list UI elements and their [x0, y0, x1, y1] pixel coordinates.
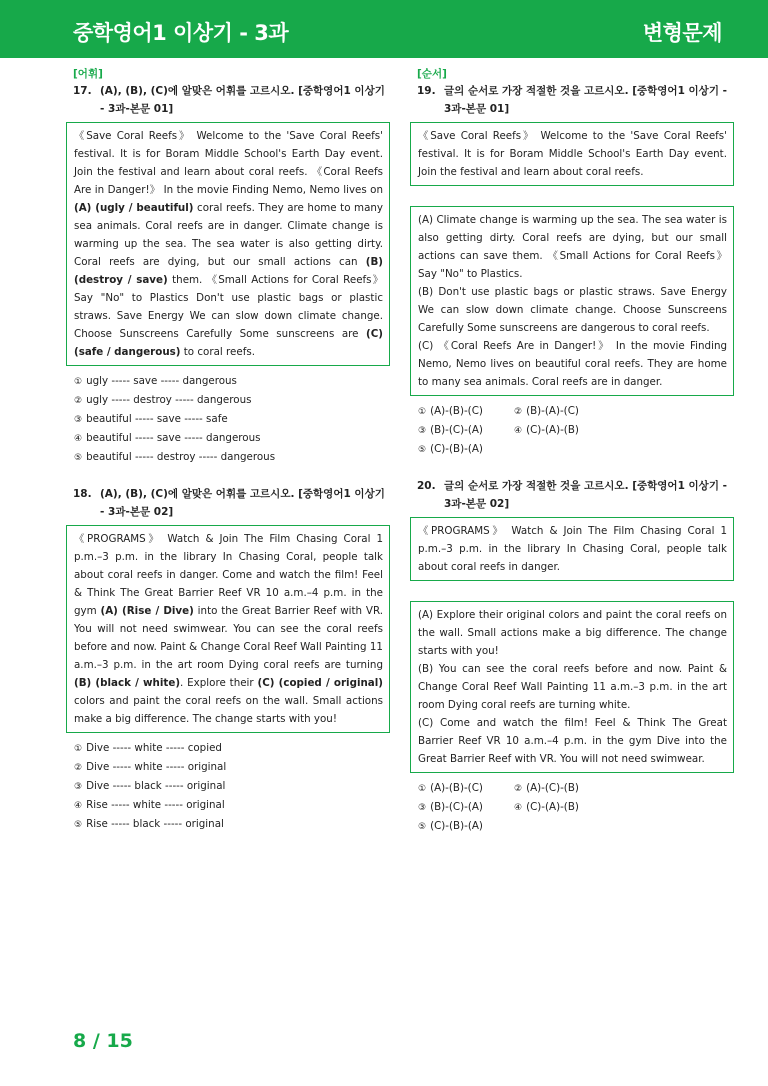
- passage-text: 《Save Coral Reefs》 Welcome to the 'Save Coral Reefs' festival. It is for Boram Middle School's Earth Day event. Join the festival and learn about coral reefs. 《Coral Reefs Are in Danger!》 In the movie Finding Nemo, Nemo lives on: [74, 130, 383, 196]
- passage-text: . Explore their: [180, 677, 258, 689]
- option-marker: ④: [514, 803, 523, 813]
- option-text: (C)-(B)-(A): [430, 443, 483, 455]
- option-marker: ①: [74, 377, 83, 387]
- question-17-passage: [66, 122, 390, 366]
- paragraph-c: (C) 《Coral Reefs Are in Danger!》 In the movie Finding Nemo, Nemo lives on beautiful coral reefs. They are home to many sea animals. Coral reefs are in danger.: [418, 340, 727, 388]
- answer-option[interactable]: [74, 391, 390, 410]
- question-text: 글의 순서로 가장 적절한 것을 고르시오. [중학영어1 이상기 - 3과-본문 01]: [444, 85, 727, 115]
- passage-text: coral reefs. They are home to many sea animals. Coral reefs are in danger. Climate change is warming up the sea. The sea water is also getting dirty. Coral reefs are dying, but our small actions can: [74, 202, 383, 268]
- question-text: (A), (B), (C)에 알맞은 어휘를 고르시오. [중학영어1 이상기 - 3과-본문 02]: [100, 488, 385, 518]
- question-20-intro: [410, 517, 734, 581]
- answer-option[interactable]: [418, 402, 514, 421]
- question-19-options: [410, 402, 734, 459]
- left-column: [66, 66, 390, 834]
- question-number: 17.: [73, 85, 92, 97]
- option-text: Dive ----- white ----- copied: [86, 742, 222, 754]
- option-text: (B)-(C)-(A): [430, 801, 483, 813]
- answer-option[interactable]: [74, 410, 390, 429]
- answer-option[interactable]: [514, 421, 610, 440]
- paragraph-c: (C) Come and watch the film! Feel & Think The Great Barrier Reef VR 10 a.m.–4 p.m. in the gym Dive into the Great Barrier Reef with VR. You will not need swimwear.: [418, 717, 727, 765]
- question-17-options: [66, 372, 390, 467]
- blank-b: (B) (destroy / save): [74, 256, 383, 286]
- section-tag-order: [순서]: [417, 68, 447, 80]
- question-18-options: [66, 739, 390, 834]
- question-20-stem: [410, 477, 734, 513]
- passage-text: 《Save Coral Reefs》 Welcome to the 'Save Coral Reefs' festival. It is for Boram Middle School's Earth Day event. Join the festival and learn about coral reefs.: [418, 130, 727, 178]
- option-text: Dive ----- black ----- original: [86, 780, 226, 792]
- option-marker: ④: [514, 426, 523, 436]
- passage-text: 《PROGRAMS》 Watch & Join The Film Chasing Coral 1 p.m.–3 p.m. in the library In Chasing Coral, people talk about coral reefs in danger.: [418, 525, 727, 573]
- option-text: beautiful ----- save ----- dangerous: [86, 432, 261, 444]
- answer-option[interactable]: [74, 739, 390, 758]
- answer-option[interactable]: [74, 815, 390, 834]
- option-text: Rise ----- white ----- original: [86, 799, 225, 811]
- blank-b: (B) (black / white): [74, 677, 181, 689]
- option-text: (B)-(C)-(A): [430, 424, 483, 436]
- question-number: 19.: [417, 85, 436, 97]
- question-18-stem: [66, 485, 390, 521]
- question-text: (A), (B), (C)에 알맞은 어휘를 고르시오. [중학영어1 이상기 - 3과-본문 01]: [100, 85, 385, 115]
- answer-option[interactable]: [418, 817, 514, 836]
- option-text: (A)-(C)-(B): [526, 782, 579, 794]
- option-marker: ②: [514, 407, 523, 417]
- option-marker: ③: [74, 782, 83, 792]
- answer-option[interactable]: [74, 777, 390, 796]
- option-text: (B)-(A)-(C): [526, 405, 579, 417]
- option-marker: ③: [418, 426, 427, 436]
- option-marker: ④: [74, 434, 83, 444]
- option-marker: ③: [74, 415, 83, 425]
- blank-c: (C) (safe / dangerous): [74, 328, 383, 358]
- paragraph-a: (A) Climate change is warming up the sea. The sea water is also getting dirty. Coral reefs are dying, but our small actions can save them. 《Small Actions for Coral Reefs》 Say "No" to Plastics.: [418, 214, 727, 280]
- passage-text: them. 《Small Actions for Coral Reefs》 Say "No" to Plastics Don't use plastic bags or plastic straws. Save Energy We can slow down climate change. Choose Sunscreens Carefully Some sunscreens are: [74, 274, 383, 340]
- option-text: Dive ----- white ----- original: [86, 761, 227, 773]
- option-marker: ①: [418, 407, 427, 417]
- question-19-intro: [410, 122, 734, 186]
- option-marker: ⑤: [418, 822, 427, 832]
- blank-a: (A) (ugly / beautiful): [74, 202, 194, 214]
- right-column: [410, 66, 734, 836]
- answer-option[interactable]: [418, 440, 514, 459]
- page-header: [0, 0, 768, 58]
- paragraph-b: (B) Don't use plastic bags or plastic straws. Save Energy We can slow down climate change. Choose Sunscreens Carefully Some sunscreens are dangerous to coral reefs.: [418, 286, 727, 334]
- option-text: beautiful ----- destroy ----- dangerous: [86, 451, 276, 463]
- question-number: 20.: [417, 480, 436, 492]
- answer-option[interactable]: [418, 779, 514, 798]
- question-20-paragraphs: [410, 601, 734, 773]
- answer-option[interactable]: [514, 402, 610, 421]
- question-number: 18.: [73, 488, 92, 500]
- page-number: 8 / 15: [73, 1030, 133, 1052]
- answer-option[interactable]: [74, 758, 390, 777]
- option-text: (A)-(B)-(C): [430, 782, 483, 794]
- option-text: ugly ----- destroy ----- dangerous: [86, 394, 252, 406]
- option-marker: ②: [74, 396, 83, 406]
- passage-text: to coral reefs.: [180, 346, 255, 358]
- option-marker: ③: [418, 803, 427, 813]
- option-text: (C)-(A)-(B): [526, 801, 579, 813]
- section-tag-vocab: [어휘]: [73, 68, 103, 80]
- answer-option[interactable]: [514, 798, 610, 817]
- option-marker: ⑤: [74, 820, 83, 830]
- paragraph-b: (B) You can see the coral reefs before and now. Paint & Change Coral Reef Wall Painting 11 a.m.–3 p.m. in the art room Dying coral reefs are turning white.: [418, 663, 727, 711]
- option-marker: ②: [74, 763, 83, 773]
- option-text: ugly ----- save ----- dangerous: [86, 375, 237, 387]
- answer-option[interactable]: [418, 421, 514, 440]
- option-text: beautiful ----- save ----- safe: [86, 413, 228, 425]
- answer-option[interactable]: [514, 779, 610, 798]
- passage-text: into the Great Barrier Reef with VR. You will not need swimwear. You can see the coral reefs before and now. Paint & Change Coral Reef Wall Painting 11 a.m.–3 p.m. in the art room Dying coral reefs are turning: [74, 605, 383, 671]
- paragraph-a: (A) Explore their original colors and paint the coral reefs on the wall. Small actions make a big difference. The change starts with you!: [418, 609, 727, 657]
- option-marker: ①: [418, 784, 427, 794]
- answer-option[interactable]: [74, 796, 390, 815]
- blank-c: (C) (copied / original): [257, 677, 383, 689]
- passage-text: colors and paint the coral reefs on the wall. Small actions make a big difference. The change starts with you!: [74, 695, 383, 725]
- option-marker: ⑤: [418, 445, 427, 455]
- option-text: Rise ----- black ----- original: [86, 818, 224, 830]
- answer-option[interactable]: [418, 798, 514, 817]
- worksheet-type: 변형문제: [642, 21, 722, 45]
- page-title: 중학영어1 이상기 - 3과: [73, 21, 289, 45]
- question-19-paragraphs: [410, 206, 734, 396]
- option-marker: ②: [514, 784, 523, 794]
- option-text: (A)-(B)-(C): [430, 405, 483, 417]
- question-text: 글의 순서로 가장 적절한 것을 고르시오. [중학영어1 이상기 - 3과-본문 02]: [444, 480, 727, 510]
- option-marker: ①: [74, 744, 83, 754]
- option-text: (C)-(A)-(B): [526, 424, 579, 436]
- question-18-passage: [66, 525, 390, 733]
- option-marker: ④: [74, 801, 83, 811]
- answer-option[interactable]: [74, 429, 390, 448]
- question-17-stem: [66, 82, 390, 118]
- blank-a: (A) (Rise / Dive): [100, 605, 194, 617]
- option-marker: ⑤: [74, 453, 83, 463]
- question-20-options: [410, 779, 734, 836]
- option-text: (C)-(B)-(A): [430, 820, 483, 832]
- answer-option[interactable]: [74, 448, 390, 467]
- question-19-stem: [410, 82, 734, 118]
- passage-text: 《PROGRAMS》 Watch & Join The Film Chasing Coral 1 p.m.–3 p.m. in the library In Chasing Coral, people talk about coral reefs in danger. Come and watch the film! Feel & Think The Great Barrier Reef VR 10 a.m.–4 p.m. in the gym: [74, 533, 383, 617]
- answer-option[interactable]: [74, 372, 390, 391]
